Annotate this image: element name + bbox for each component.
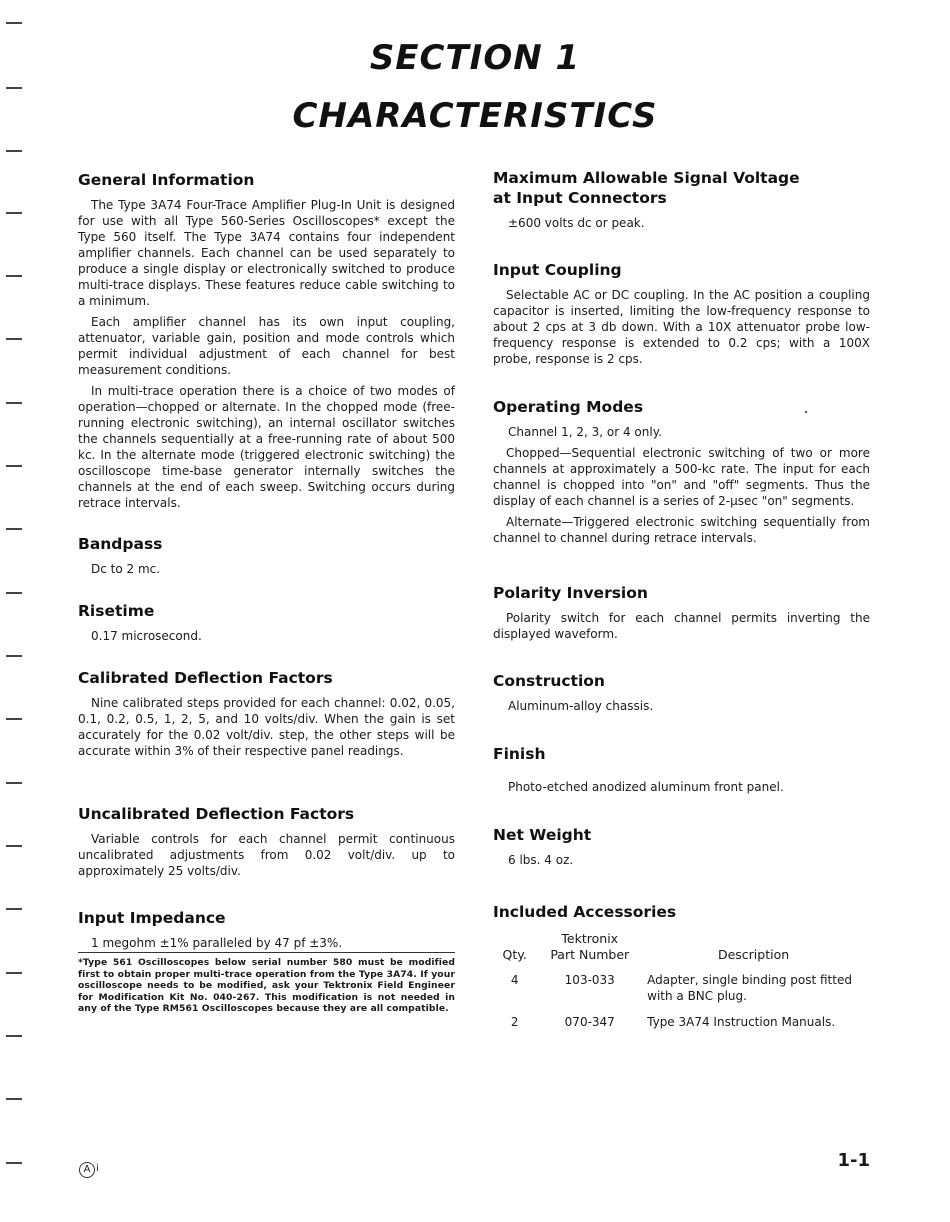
section-heading: Calibrated Deflection Factors <box>78 669 333 687</box>
column-header-part-bottom: Part Number <box>550 947 630 962</box>
section-heading: Net Weight <box>493 826 592 844</box>
section-heading: Operating Modes <box>493 398 644 416</box>
paragraph: Nine calibrated steps provided for each channel: 0.02, 0.05, 0.1, 0.2, 0.5, 1, 2, 5, and 10 volts/div. When the gain is set accurately for the 0.02 volt/div. step, the other steps will be accurate within 3% of their respective panel readings. <box>78 696 455 758</box>
page-number: 1-1 <box>837 1150 870 1171</box>
section-heading: General Information <box>78 171 255 189</box>
paragraph: Dc to 2 mc. <box>91 562 161 576</box>
section-heading: Polarity Inversion <box>493 584 648 602</box>
max-voltage-section <box>493 168 870 236</box>
paragraph: Selectable AC or DC coupling. In the AC position a coupling capacitor is inserted, limiting the low-frequency response to about 2 cps at 3 db down. With a 10X attenuator probe low-frequency response is extended to 0.2 cps; with a 100X probe, response is 2 cps. <box>493 288 870 366</box>
paragraph: ±600 volts dc or peak. <box>508 216 645 230</box>
margin-tick <box>6 212 22 214</box>
section-subtitle: CHARACTERISTICS <box>292 96 658 136</box>
paragraph: Polarity switch for each channel permits inverting the displayed waveform. <box>493 611 870 641</box>
section-heading: Finish <box>493 745 546 763</box>
table-header-row <box>493 931 870 963</box>
margin-tick <box>6 275 22 277</box>
margin-tick <box>6 528 22 530</box>
column-header-qty: Qty. <box>502 947 527 962</box>
risetime-section <box>78 601 455 649</box>
bandpass-section <box>78 534 455 582</box>
margin-tick <box>6 22 22 24</box>
construction-section <box>493 671 870 719</box>
description-cell: Adapter, single binding post fitted with a BNC plug. <box>647 973 852 1003</box>
paragraph: Channel 1, 2, 3, or 4 only. <box>508 425 662 439</box>
footnote: *Type 561 Oscilloscopes below serial number 580 must be modified first to obtain proper multi-trace operation from the Type 3A74. If your oscilloscope needs to be modified, ask your Tektronix Field Engineer for Modification Kit No. 040-267. This modification is not needed in any of the Type RM561 Oscilloscopes because they are all compatible. <box>78 957 455 1015</box>
paragraph: Each amplifier channel has its own input coupling, attenuator, variable gain, position and mode controls which permit individual adjustment of each channel for best measurement conditions. <box>78 315 455 377</box>
section-heading: Uncalibrated Deflection Factors <box>78 805 355 823</box>
paragraph: Aluminum-alloy chassis. <box>508 699 654 713</box>
margin-tick <box>6 338 22 340</box>
input-coupling-section <box>493 260 870 372</box>
section-heading: Input Coupling <box>493 261 622 279</box>
table-row <box>493 963 870 1004</box>
input-impedance-section <box>78 908 455 1015</box>
polarity-inversion-section <box>493 583 870 647</box>
logo-suffix: i <box>96 1163 99 1174</box>
column-header-part-top: Tektronix <box>561 931 619 946</box>
paragraph: 6 lbs. 4 oz. <box>508 853 574 867</box>
description-cell: Type 3A74 Instruction Manuals. <box>647 1015 836 1029</box>
margin-tick <box>6 150 22 152</box>
section-heading: Maximum Allowable Signal Voltage at Input Connectors <box>493 169 800 207</box>
paragraph: 0.17 microsecond. <box>91 629 202 643</box>
paragraph: In multi-trace operation there is a choice of two modes of operation—chopped or alternate. In the chopped mode (free-running electronic switching), an internal oscillator switches the channels sequentially at a free-running rate of about 500 kc. In the alternate mode (triggered electronic switching) the oscilloscope time-base generator internally switches the channels at the end of each sweep. Switching occurs during retrace intervals. <box>78 384 455 510</box>
calibrated-deflection-section <box>78 668 455 764</box>
margin-tick <box>6 845 22 847</box>
section-heading: Input Impedance <box>78 909 226 927</box>
margin-tick <box>6 1162 22 1164</box>
finish-section <box>493 744 870 800</box>
margin-tick <box>6 908 22 910</box>
table-row <box>493 1004 870 1030</box>
paragraph: Chopped—Sequential electronic switching of two or more channels at approximately a 500-kc rate. The input for each channel is chopped into "on" and "off" segments. Thus the display of each channel is a series of 2-μsec "on" segments. <box>493 446 870 508</box>
margin-tick <box>6 402 22 404</box>
margin-tick <box>6 972 22 974</box>
net-weight-section <box>493 825 870 873</box>
margin-tick <box>6 87 22 89</box>
section-heading: Included Accessories <box>493 903 677 921</box>
paragraph: Variable controls for each channel permit continuous uncalibrated adjustments from 0.02 volt/div. up to approximately 25 volts/div. <box>78 832 455 878</box>
paragraph: Alternate—Triggered electronic switching sequentially from channel to channel during retrace intervals. <box>493 515 870 545</box>
section-title: SECTION 1 <box>369 38 581 78</box>
part-number-cell: 103-033 <box>564 973 615 987</box>
margin-tick <box>6 655 22 657</box>
paragraph: The Type 3A74 Four-Trace Amplifier Plug-In Unit is designed for use with all Type 560-Series Oscilloscopes* except the Type 560 itself. The Type 3A74 contains four independent amplifier channels. Each channel can be used separately to produce a single display or electronically switched to produce multi-trace displays. These features reduce cable switching to a minimum. <box>78 198 455 308</box>
part-number-cell: 070-347 <box>564 1015 615 1029</box>
margin-tick <box>6 465 22 467</box>
tektronix-logo-icon: A <box>79 1162 95 1178</box>
impedance-value: 1 megohm ±1% paralleled by 47 pf ±3%. <box>78 935 455 953</box>
qty-cell: 2 <box>510 1015 519 1029</box>
general-information-section <box>78 170 455 516</box>
margin-tick <box>6 718 22 720</box>
margin-tick <box>6 782 22 784</box>
section-heading: Bandpass <box>78 535 163 553</box>
qty-cell: 4 <box>510 973 519 987</box>
column-header-description: Description <box>717 947 790 962</box>
column-header-part <box>542 931 637 963</box>
margin-tick <box>6 1035 22 1037</box>
uncalibrated-deflection-section <box>78 804 455 884</box>
section-heading: Risetime <box>78 602 155 620</box>
margin-tick <box>6 1098 22 1100</box>
paragraph: Photo-etched anodized aluminum front panel. <box>508 780 784 794</box>
included-accessories-section <box>493 902 870 1030</box>
accessories-table <box>493 931 870 1030</box>
operating-modes-section <box>493 397 870 551</box>
margin-tick <box>6 592 22 594</box>
section-heading: Construction <box>493 672 605 690</box>
